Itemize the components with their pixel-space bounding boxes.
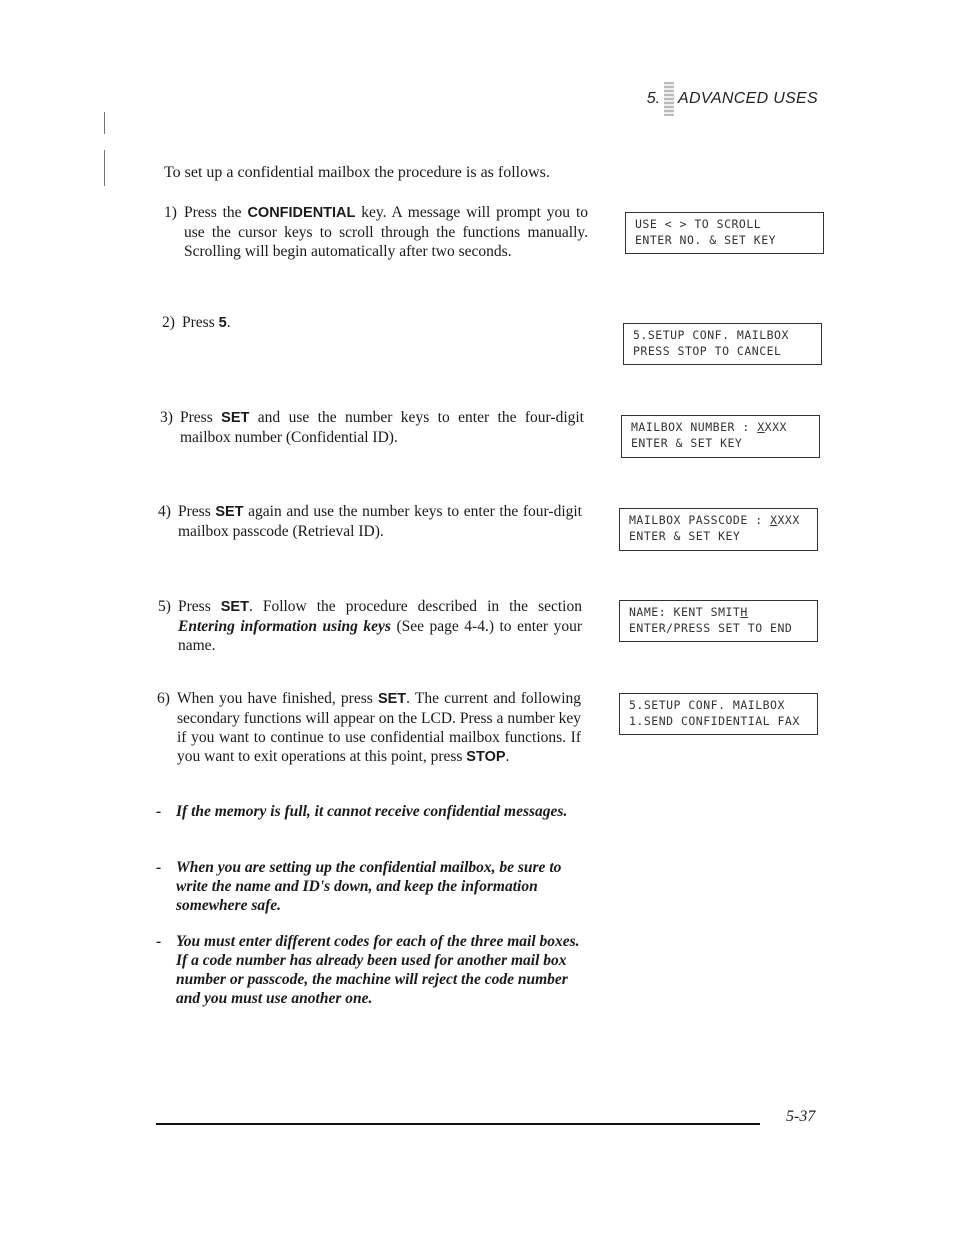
lcd-line-1: MAILBOX PASSCODE : XXXX <box>629 513 800 527</box>
chapter-title: ADVANCED USES <box>678 90 818 107</box>
step-text: Press the CONFIDENTIAL key. A message will prompt you to use the cursor keys to scroll through the functions manually. Scrolling will begin automatically after two seconds. <box>184 204 588 260</box>
note-3 <box>156 932 582 1008</box>
lcd-line-1: MAILBOX NUMBER : XXXX <box>631 420 787 434</box>
lcd-display-4 <box>619 508 818 551</box>
step-2 <box>162 313 586 333</box>
key-name: CONFIDENTIAL <box>247 205 356 221</box>
key-name: SET <box>221 410 250 426</box>
note-dash: - <box>156 859 162 876</box>
margin-mark <box>104 112 105 134</box>
step-5 <box>158 597 582 655</box>
note-text: When you are setting up the confidential mailbox, be sure to write the name and ID's down, and keep the information somewhere safe. <box>176 859 562 914</box>
lcd-line-2: PRESS STOP TO CANCEL <box>633 344 782 358</box>
step-text: When you have finished, press SET. The current and following secondary functions will appear on the LCD. Press a number key if you want to continue to use confidential mailbox functions. If you want to exit operations at this point, press STOP. <box>177 690 581 765</box>
step-text: Press SET and use the number keys to enter the four-digit mailbox number (Confidential ID). <box>180 409 584 446</box>
chapter-header <box>647 82 818 116</box>
key-name: 5 <box>218 315 227 331</box>
step-3 <box>160 408 584 447</box>
lcd-line-1: NAME: KENT SMITH <box>629 605 748 619</box>
note-1 <box>156 802 582 821</box>
key-name: SET <box>215 504 244 520</box>
section-reference: Entering information using keys <box>178 618 391 635</box>
margin-mark <box>104 150 105 186</box>
lcd-cursor: X <box>757 420 765 434</box>
lcd-display-1 <box>625 212 824 254</box>
footer-rule <box>156 1123 760 1125</box>
step-text: Press 5. <box>182 314 231 331</box>
step-number: 3) <box>160 409 173 426</box>
step-6 <box>157 689 581 767</box>
step-number: 5) <box>158 598 171 615</box>
step-number: 6) <box>157 690 170 707</box>
key-name: SET <box>377 691 407 707</box>
chapter-number: 5. <box>646 90 661 107</box>
page-number: 5-37 <box>786 1108 816 1125</box>
key-name: SET <box>220 599 249 615</box>
lcd-line-2: ENTER & SET KEY <box>631 436 743 450</box>
lcd-line-1: 5.SETUP CONF. MAILBOX <box>633 328 789 342</box>
step-4 <box>158 502 582 541</box>
lcd-display-6 <box>619 693 818 735</box>
lcd-line-2: 1.SEND CONFIDENTIAL FAX <box>629 714 800 728</box>
chapter-tab-marker <box>664 82 674 116</box>
step-text: Press SET again and use the number keys to enter the four-digit mailbox passcode (Retrieval ID). <box>178 503 582 540</box>
step-text: Press SET. Follow the procedure described in the section Entering information using keys (See page 4-4.) to enter your name. <box>178 598 582 654</box>
lcd-line-1: USE < > TO SCROLL <box>635 217 762 231</box>
key-name: STOP <box>466 749 506 765</box>
lcd-display-2 <box>623 323 822 365</box>
note-text: You must enter different codes for each of the three mail boxes. If a code number has already been used for another mail box number or passcode, the machine will reject the code number and you must use another one. <box>176 933 580 1007</box>
note-2 <box>156 858 582 915</box>
step-1 <box>164 203 588 261</box>
lcd-line-1: 5.SETUP CONF. MAILBOX <box>629 698 785 712</box>
lcd-display-5 <box>619 600 818 642</box>
lcd-line-2: ENTER NO. & SET KEY <box>635 233 777 247</box>
intro-text: To set up a confidential mailbox the procedure is as follows. <box>164 164 550 181</box>
lcd-display-3 <box>621 415 820 458</box>
note-text: If the memory is full, it cannot receive confidential messages. <box>176 803 568 820</box>
step-number: 4) <box>158 503 171 520</box>
step-number: 1) <box>164 204 177 221</box>
note-dash: - <box>156 803 162 820</box>
lcd-cursor: X <box>770 513 778 527</box>
note-dash: - <box>156 933 162 950</box>
step-number: 2) <box>162 314 175 331</box>
lcd-line-2: ENTER/PRESS SET TO END <box>629 621 793 635</box>
lcd-line-2: ENTER & SET KEY <box>629 529 741 543</box>
lcd-cursor: H <box>740 605 748 619</box>
